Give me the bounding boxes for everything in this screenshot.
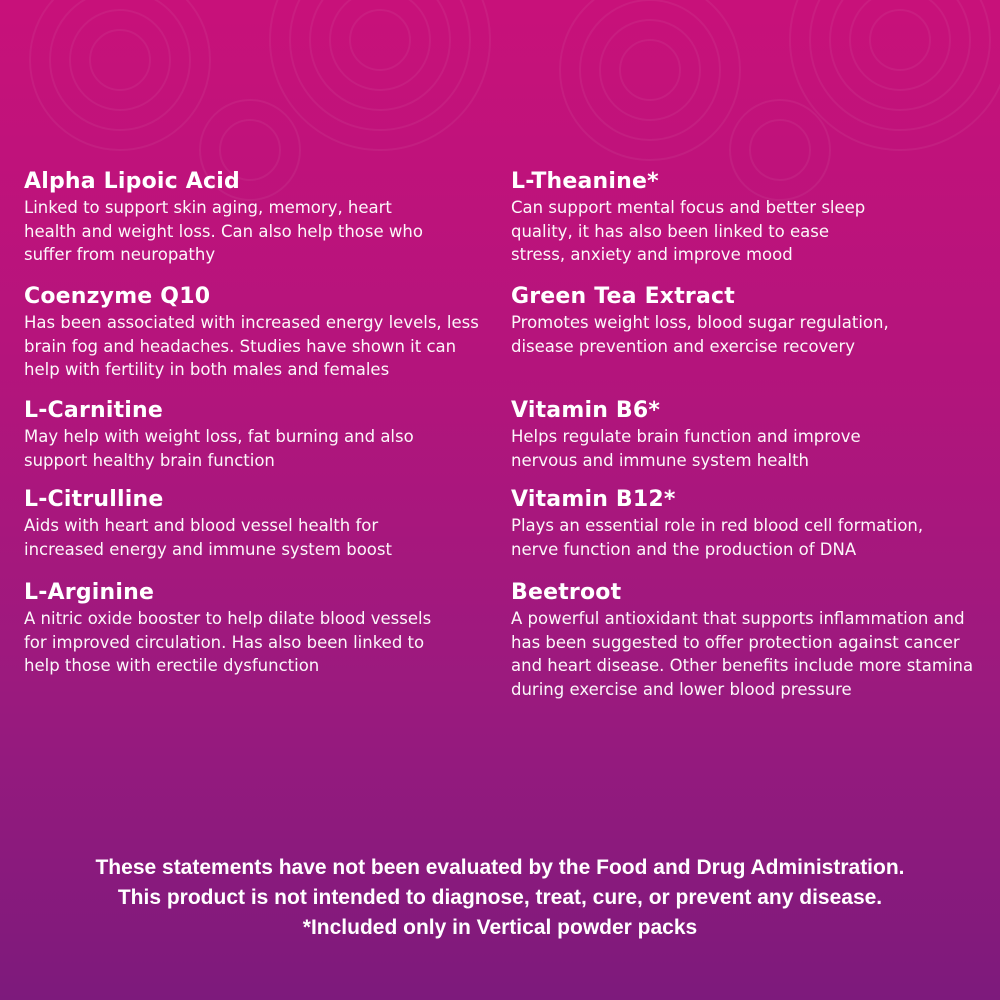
ingredient-alpha-lipoic-acid — [24, 168, 494, 267]
ingredient-title: L-Arginine — [24, 580, 155, 605]
disclaimer-line-3: *Included only in Vertical powder packs — [302, 916, 698, 939]
ingredient-title: Beetroot — [511, 580, 622, 605]
ingredient-green-tea-extract — [511, 283, 986, 358]
ingredient-title: Vitamin B6* — [511, 398, 661, 423]
disclaimer-line-1: These statements have not been evaluated by the Food and Drug Administration. — [95, 856, 905, 879]
ingredient-description: Has been associated with increased energy levels, less brain fog and headaches. Studies have shown it can help with fertility in both males and females — [24, 313, 479, 379]
ingredient-l-theanine — [511, 168, 986, 267]
ingredient-l-arginine — [24, 579, 494, 678]
ingredient-description: Helps regulate brain function and improve nervous and immune system health — [511, 427, 861, 470]
ingredient-description: May help with weight loss, fat burning and also support healthy brain function — [24, 427, 414, 470]
ingredient-description: Aids with heart and blood vessel health for increased energy and immune system boost — [24, 516, 392, 559]
disclaimer-line-2: This product is not intended to diagnose, treat, cure, or prevent any disease. — [117, 886, 883, 909]
ingredient-description: A nitric oxide booster to help dilate blood vessels for improved circulation. Has also been linked to help those with erectile dysfunction — [24, 609, 432, 675]
ingredient-description: Linked to support skin aging, memory, heart health and weight loss. Can also help those who suffer from neuropathy — [24, 198, 423, 264]
ingredient-title: Green Tea Extract — [511, 284, 735, 309]
ingredient-l-citrulline — [24, 486, 494, 561]
ingredient-vitamin-b12 — [511, 486, 986, 561]
ingredient-description: Plays an essential role in red blood cell formation, nerve function and the production of DNA — [511, 516, 924, 559]
ingredient-title: L-Theanine* — [511, 169, 659, 194]
ingredient-title: Alpha Lipoic Acid — [24, 169, 240, 194]
ingredient-vitamin-b6 — [511, 397, 986, 472]
ingredient-coenzyme-q10 — [24, 283, 494, 382]
ingredient-title: L-Citrulline — [24, 487, 164, 512]
ingredient-title: L-Carnitine — [24, 398, 164, 423]
ingredient-beetroot — [511, 579, 986, 701]
ingredient-description: Can support mental focus and better sleep quality, it has also been linked to ease stress, anxiety and improve mood — [511, 198, 866, 264]
ingredient-title: Vitamin B12* — [511, 487, 676, 512]
ingredient-description: Promotes weight loss, blood sugar regulation, disease prevention and exercise recovery — [511, 313, 889, 356]
fda-disclaimer — [0, 853, 1000, 943]
ingredient-description: A powerful antioxidant that supports inflammation and has been suggested to offer protection against cancer and heart disease. Other benefits include more stamina during exercise and lower blood pressure — [511, 609, 974, 699]
ingredient-title: Coenzyme Q10 — [24, 284, 211, 309]
ingredient-l-carnitine — [24, 397, 494, 472]
